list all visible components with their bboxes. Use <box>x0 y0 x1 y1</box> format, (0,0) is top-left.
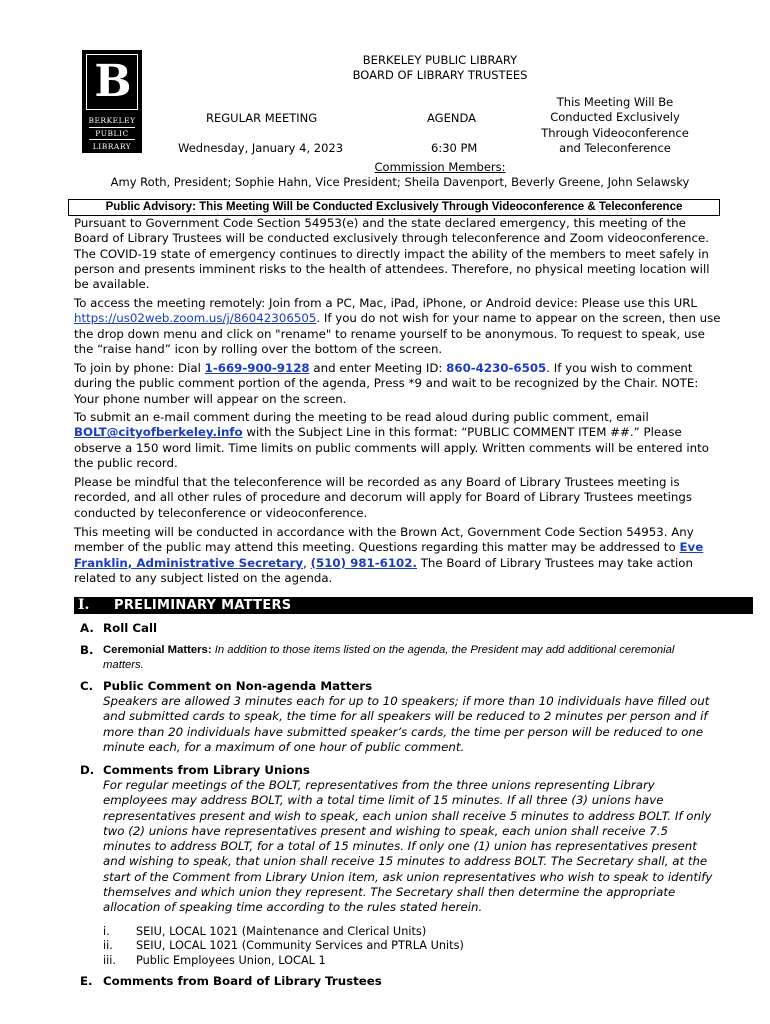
conduct-note-line: This Meeting Will Be <box>556 95 674 109</box>
text: with the Subject Line in this format: “PUBLIC COMMENT ITEM ##.” Please observe a 150 word limit. Time limits on public comments will apply. Written comments will be entered into the public record. <box>74 425 709 470</box>
item-label: C. <box>80 679 94 693</box>
meeting-type: REGULAR MEETING <box>206 111 318 125</box>
text: This meeting will be conducted in accordance with the Brown Act, Government Code Section 54953. Any member of the public may attend this meeting. Questions regarding this matter may be addressed to <box>74 525 694 555</box>
meeting-date: Wednesday, January 4, 2023 <box>178 141 344 155</box>
conduct-note-line: and Teleconference <box>559 140 671 155</box>
section-header <box>74 597 753 614</box>
item-ceremonial-matters <box>103 643 713 672</box>
logo-line-3: LIBRARY <box>92 142 132 151</box>
paragraph-recording: Please be mindful that the teleconference will be recorded as any Board of Library Trustees meeting is recorded, and all other rules of procedure and decorum will apply for Board of Library Trustees meetings conducted by teleconference or videoconference. <box>74 475 692 520</box>
paragraph-remote-access <box>74 296 724 357</box>
text: To access the meeting remotely: Join from a PC, Mac, iPad, iPhone, or Android device: Please use this URL <box>74 296 697 310</box>
item-title-trustee-comments: Comments from Board of Library Trustees <box>103 974 382 988</box>
paragraph-brown-act <box>74 525 724 586</box>
paragraph-email <box>74 410 724 471</box>
zoom-link[interactable]: https://us02web.zoom.us/j/86042306505 <box>74 311 317 326</box>
item-title: Ceremonial Matters: <box>103 644 212 656</box>
union-num: ii. <box>103 939 113 952</box>
public-advisory-box: Public Advisory: This Meeting Will be Conducted Exclusively Through Videoconference & Teleconference <box>68 199 720 216</box>
dial-in-phone-link[interactable]: 1-669-900-9128 <box>204 361 310 375</box>
item-label: D. <box>80 763 95 777</box>
item-title-public-comment: Public Comment on Non-agenda Matters <box>103 679 373 693</box>
board-name: BOARD OF LIBRARY TRUSTEES <box>352 68 528 82</box>
text: and enter Meeting ID: <box>309 361 447 375</box>
logo-monogram: B <box>86 54 138 110</box>
text: The Board of Library Trustees may take action related to any subject listed on the agenda. <box>74 555 693 585</box>
item-desc-public-comment: Speakers are allowed 3 minutes each for up to 10 speakers; if more than 10 individuals have filled out and submitted cards to speak, the time for all speakers will be reduced to 2 minutes per person and if more than 20 individuals have submitted speaker’s cards, the time per person will be reduced to one minute each, for a maximum of one hour of public comment. <box>103 694 710 754</box>
union-num: iii. <box>103 954 117 967</box>
commission-label: Commission Members: <box>374 160 506 174</box>
item-title-union-comments: Comments from Library Unions <box>103 763 310 777</box>
text: , <box>303 555 311 570</box>
item-label: A. <box>80 621 94 635</box>
text: . If you do not wish for your name to appear on the screen, then use the drop down menu and click on "rename" to rename yourself to be anonymous. To request to speak, use the “raise hand” icon by rolling over the bottom of the screen. <box>74 311 721 356</box>
conduct-note <box>535 95 695 156</box>
item-label: B. <box>80 643 94 657</box>
text: To join by phone: Dial <box>74 361 205 375</box>
union-name: SEIU, LOCAL 1021 (Maintenance and Clerical Units) <box>136 925 427 938</box>
paragraph-phone <box>74 361 724 407</box>
item-desc: In addition to those items listed on the agenda, the President may add additional ceremonial matters. <box>103 644 675 671</box>
doc-type: AGENDA <box>427 111 476 125</box>
meeting-time: 6:30 PM <box>431 141 478 155</box>
paragraph-gov-code: Pursuant to Government Code Section 54953(e) and the state declared emergency, this meeting of the Board of Library Trustees will be conducted exclusively through teleconference and Zoom videoconference. The COVID-19 state of emergency continues to directly impact the ability of the members to meet safely in person and presents imminent risks to the health of attendees. Therefore, no physical meeting location will be available. <box>74 216 710 292</box>
library-logo <box>82 50 142 153</box>
text: . If you wish to comment during the public comment portion of the agenda, Press *9 and wait to be recognized by the Chair. NOTE: Your phone number will appear on the screen. <box>74 361 699 406</box>
conduct-note-line: Conducted Exclusively <box>550 110 680 125</box>
union-name: Public Employees Union, LOCAL 1 <box>136 954 326 967</box>
secretary-phone-link[interactable]: (510) 981-6102. <box>310 555 417 570</box>
commission-members: Amy Roth, President; Sophie Hahn, Vice President; Sheila Davenport, Beverly Greene, John Selawsky <box>110 175 690 189</box>
logo-line-1: BERKELEY <box>88 116 136 125</box>
item-desc-union-comments: For regular meetings of the BOLT, representatives from the three unions representing Library employees may address BOLT, with a total time limit of 15 minutes. If all three (3) unions have representatives present and wish to speak, each union shall receive 5 minutes to address BOLT. If only two (2) unions have representatives present and wishing to speak, each union shall receive 7.5 minutes to address BOLT, for a total of 15 minutes. If only one (1) union has representatives present and wishing to speak, that union shall receive 15 minutes to address BOLT. The Secretary shall, at the start of the Comment from Library Union item, ask union representatives who wish to speak to identify themselves and which union they represent. The Secretary shall then determine the appropriate allocation of speaking time according to the rules stated herein. <box>103 778 713 915</box>
item-label: E. <box>80 974 93 988</box>
logo-line-2: PUBLIC <box>89 127 135 140</box>
email-link[interactable]: BOLT@cityofberkeley.info <box>74 425 243 440</box>
org-name: BERKELEY PUBLIC LIBRARY <box>362 53 518 67</box>
section-title: PRELIMINARY MATTERS <box>114 598 292 613</box>
secretary-contact-link[interactable]: Eve Franklin, Administrative Secretary <box>74 540 704 570</box>
item-title-roll-call: Roll Call <box>103 621 158 635</box>
union-num: i. <box>103 925 110 938</box>
section-number: I. <box>78 597 90 613</box>
meeting-id: 860-4230-6505 <box>446 361 547 375</box>
union-name: SEIU, LOCAL 1021 (Community Services and PTRLA Units) <box>136 939 464 952</box>
conduct-note-line: Through Videoconference <box>541 125 689 140</box>
text: To submit an e-mail comment during the meeting to be read aloud during public comment, email <box>74 410 649 424</box>
